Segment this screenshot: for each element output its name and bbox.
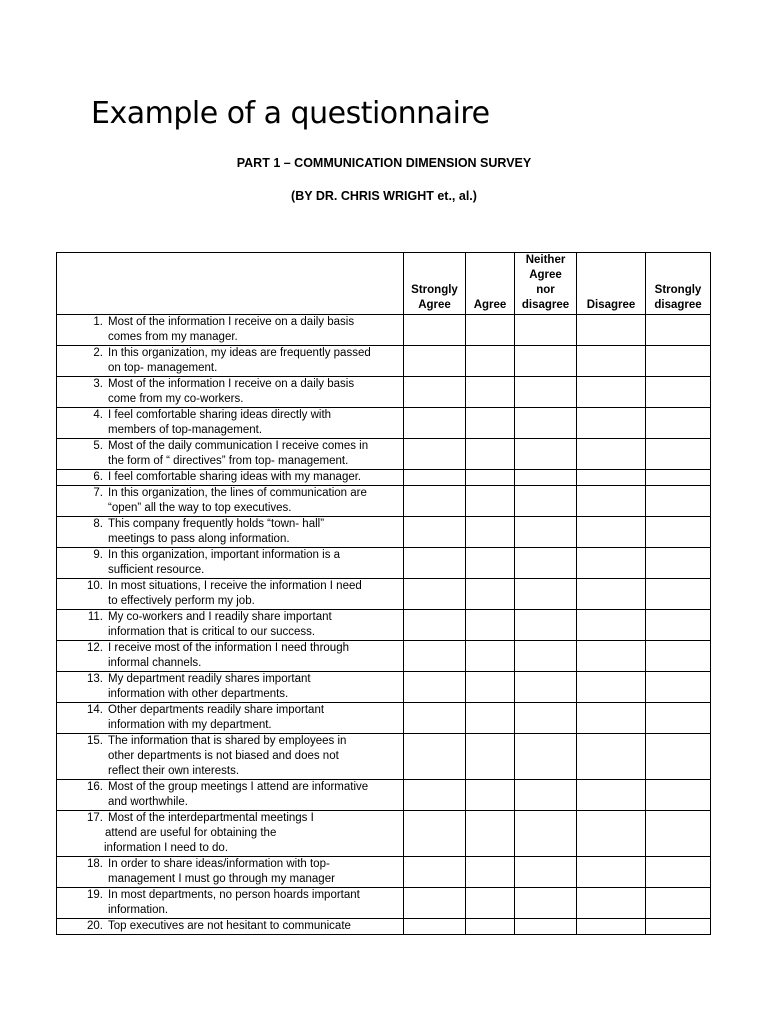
response-cell-disagree[interactable] [577,408,646,439]
question-text [103,811,399,856]
response-cell-disagree[interactable] [577,703,646,734]
response-cell-strongly-disagree[interactable] [646,408,711,439]
question-number: 20. [87,920,103,932]
response-cell-agree[interactable] [466,672,515,703]
question-text-line: informal channels. [108,657,202,669]
response-cell-strongly-agree[interactable] [404,579,466,610]
response-cell-agree[interactable] [466,641,515,672]
question-cell [57,346,404,377]
response-cell-strongly-agree[interactable] [404,641,466,672]
response-cell-strongly-disagree[interactable] [646,811,711,857]
question-text-line: “open” all the way to top executives. [108,502,292,514]
response-cell-strongly-disagree[interactable] [646,641,711,672]
question-text-line: come from my co-workers. [108,393,244,405]
response-cell-agree[interactable] [466,346,515,377]
response-cell-neither[interactable] [515,548,577,579]
question-number: 4. [93,409,103,421]
question-text [103,579,399,609]
survey-table [56,252,711,935]
question-text [103,408,399,438]
question-text-line: the form of “ directives” from top- management. [108,455,349,467]
question-number: 12. [87,642,103,654]
question-number: 18. [87,858,103,870]
response-cell-agree[interactable] [466,517,515,548]
question-text-line: My department readily shares important [108,673,311,685]
question-text [103,377,399,407]
response-cell-neither[interactable] [515,486,577,517]
response-cell-strongly-agree[interactable] [404,734,466,780]
response-cell-neither[interactable] [515,734,577,780]
response-cell-neither[interactable] [515,641,577,672]
question-text [103,486,399,516]
response-cell-neither[interactable] [515,346,577,377]
question-number: 13. [87,673,103,685]
question-text [103,610,399,640]
question-number: 19. [87,889,103,901]
question-text-line: I receive most of the information I need through [108,642,349,654]
question [57,641,403,671]
header-line: nor [536,284,555,296]
response-cell-disagree[interactable] [577,888,646,919]
header-line: Neither [525,254,566,266]
response-cell-disagree[interactable] [577,579,646,610]
question-cell [57,579,404,610]
response-cell-strongly-agree[interactable] [404,857,466,888]
column-agree [466,253,515,315]
response-cell-strongly-agree[interactable] [404,610,466,641]
response-cell-disagree[interactable] [577,672,646,703]
response-cell-strongly-agree[interactable] [404,517,466,548]
header-line: Strongly [654,284,702,296]
table-row [57,780,711,811]
response-cell-neither[interactable] [515,408,577,439]
table-row [57,377,711,408]
question-cell [57,734,404,780]
question [57,315,403,345]
table-row [57,641,711,672]
table-row [57,734,711,780]
question-text [103,857,399,887]
question-cell [57,439,404,470]
response-cell-disagree[interactable] [577,610,646,641]
table-row [57,470,711,486]
question-number: 9. [93,549,103,561]
table-row [57,439,711,470]
question-number: 17. [87,812,103,824]
question-cell [57,610,404,641]
question-number: 10. [87,580,103,592]
response-cell-neither[interactable] [515,470,577,486]
response-cell-strongly-disagree[interactable] [646,548,711,579]
response-cell-strongly-disagree[interactable] [646,470,711,486]
response-cell-agree[interactable] [466,548,515,579]
response-cell-strongly-agree[interactable] [404,377,466,408]
response-cell-strongly-agree[interactable] [404,672,466,703]
question-text [103,888,399,918]
table-row [57,315,711,346]
question [57,672,403,702]
column-strongly-agree [404,253,466,315]
question-cell [57,470,404,486]
response-cell-disagree[interactable] [577,919,646,935]
header-line: disagree [521,299,570,311]
question-cell [57,641,404,672]
response-cell-neither[interactable] [515,919,577,935]
response-cell-neither[interactable] [515,377,577,408]
column-strongly-disagree [646,253,711,315]
column-disagree [577,253,646,315]
question [57,703,403,733]
response-cell-strongly-disagree[interactable] [646,780,711,811]
header-line: Agree [418,299,451,311]
response-cell-strongly-agree[interactable] [404,888,466,919]
question-number: 6. [93,471,103,483]
response-cell-strongly-agree[interactable] [404,780,466,811]
question-text-line: members of top-management. [108,424,263,436]
column-neither [515,253,577,315]
question-text [103,734,399,779]
table-row [57,811,711,857]
response-cell-disagree[interactable] [577,315,646,346]
question [57,811,403,856]
response-cell-strongly-disagree[interactable] [646,346,711,377]
response-cell-agree[interactable] [466,888,515,919]
question-text-line: information I need to do. [104,842,229,854]
question-text [103,470,399,485]
response-cell-strongly-disagree[interactable] [646,672,711,703]
response-cell-disagree[interactable] [577,439,646,470]
table-row [57,703,711,734]
question [57,857,403,887]
response-cell-disagree[interactable] [577,346,646,377]
question [57,470,403,485]
question-cell [57,408,404,439]
question-text-line: comes from my manager. [108,331,238,343]
slide-title: Example of a questionnaire [91,96,490,131]
question-text [103,703,399,733]
question [57,610,403,640]
response-cell-disagree[interactable] [577,641,646,672]
response-cell-neither[interactable] [515,315,577,346]
survey-body [57,315,711,935]
question [57,780,403,810]
table-row [57,486,711,517]
response-cell-strongly-agree[interactable] [404,703,466,734]
question-cell [57,919,404,935]
question-text-line: Most of the interdepartmental meetings I [108,812,314,824]
question-text-line: In this organization, my ideas are frequently passed [108,347,371,359]
question-text-line: In most situations, I receive the information I need [108,580,362,592]
response-cell-strongly-disagree[interactable] [646,579,711,610]
response-cell-strongly-agree[interactable] [404,346,466,377]
table-row [57,857,711,888]
table-row [57,919,711,935]
question [57,548,403,578]
response-cell-agree[interactable] [466,315,515,346]
table-row [57,610,711,641]
response-cell-disagree[interactable] [577,377,646,408]
response-cell-agree[interactable] [466,579,515,610]
response-cell-strongly-disagree[interactable] [646,315,711,346]
question-number: 14. [87,704,103,716]
question-text [103,315,399,345]
question-text [103,672,399,702]
table-row [57,517,711,548]
response-cell-strongly-disagree[interactable] [646,734,711,780]
question-number: 3. [93,378,103,390]
question [57,439,403,469]
question-text-line: to effectively perform my job. [108,595,255,607]
question-cell [57,377,404,408]
question-text-line: Most of the information I receive on a daily basis [108,378,355,390]
response-cell-agree[interactable] [466,486,515,517]
question-text-line: This company frequently holds “town- hall” [108,518,325,530]
header-line: Strongly [411,284,458,296]
response-cell-strongly-disagree[interactable] [646,486,711,517]
response-cell-neither[interactable] [515,517,577,548]
response-cell-strongly-disagree[interactable] [646,703,711,734]
response-cell-agree[interactable] [466,734,515,780]
question-text-line: The information that is shared by employees in [108,735,347,747]
question-text-line: Most of the group meetings I attend are informative [108,781,369,793]
response-cell-strongly-disagree[interactable] [646,439,711,470]
question-cell [57,486,404,517]
table-row [57,408,711,439]
response-cell-strongly-agree[interactable] [404,919,466,935]
question-number: 7. [93,487,103,499]
question-text-line: meetings to pass along information. [108,533,290,545]
question-text-line: In this organization, the lines of communication are [108,487,367,499]
response-cell-neither[interactable] [515,780,577,811]
header-row [57,253,711,315]
question-text-line: Other departments readily share important [108,704,325,716]
question [57,734,403,779]
question-text-line: information with my department. [108,719,272,731]
question-number: 11. [87,611,103,623]
response-cell-agree[interactable] [466,439,515,470]
table-row [57,548,711,579]
response-cell-agree[interactable] [466,408,515,439]
response-cell-neither[interactable] [515,888,577,919]
question [57,517,403,547]
response-cell-strongly-agree[interactable] [404,486,466,517]
response-cell-strongly-agree[interactable] [404,408,466,439]
response-cell-strongly-agree[interactable] [404,439,466,470]
question-text [103,346,399,376]
question-text [103,517,399,547]
question-text-line: attend are useful for obtaining the [105,827,277,839]
response-cell-disagree[interactable] [577,486,646,517]
question-text-line: In order to share ideas/information with top- [108,858,330,870]
response-cell-strongly-disagree[interactable] [646,610,711,641]
question-column-header [57,253,404,315]
question-number: 8. [93,518,103,530]
header-line: Agree [529,269,562,281]
question-text-line: on top- management. [108,362,218,374]
question-text-line: Most of the daily communication I receive comes in [108,440,369,452]
question-text-line: Most of the information I receive on a daily basis [108,316,355,328]
table-row [57,579,711,610]
response-cell-disagree[interactable] [577,857,646,888]
question-text [103,919,399,934]
response-cell-neither[interactable] [515,811,577,857]
response-cell-strongly-disagree[interactable] [646,919,711,935]
question-text-line: information. [108,904,169,916]
question-number: 2. [93,347,103,359]
question-cell [57,811,404,857]
response-cell-disagree[interactable] [577,548,646,579]
question-number: 15. [87,735,103,747]
question-text [103,780,399,810]
question [57,486,403,516]
response-cell-agree[interactable] [466,811,515,857]
response-cell-strongly-agree[interactable] [404,811,466,857]
response-cell-disagree[interactable] [577,517,646,548]
question [57,579,403,609]
table-row [57,888,711,919]
question [57,377,403,407]
response-cell-disagree[interactable] [577,470,646,486]
question-cell [57,888,404,919]
response-cell-neither[interactable] [515,857,577,888]
question-text-line: information with other departments. [108,688,289,700]
response-cell-strongly-agree[interactable] [404,548,466,579]
response-cell-agree[interactable] [466,470,515,486]
response-cell-neither[interactable] [515,579,577,610]
question [57,919,403,934]
response-cell-strongly-disagree[interactable] [646,517,711,548]
question-number: 16. [87,781,103,793]
question-text-line: I feel comfortable sharing ideas directly with [108,409,332,421]
response-cell-agree[interactable] [466,610,515,641]
question-text [103,641,399,671]
response-cell-neither[interactable] [515,439,577,470]
question-text-line: and worthwhile. [108,796,188,808]
header-line: Agree [473,299,507,311]
response-cell-disagree[interactable] [577,780,646,811]
question [57,888,403,918]
question-text [103,548,399,578]
question-cell [57,517,404,548]
survey-subheading: (BY DR. CHRIS WRIGHT et., al.) [291,189,477,203]
response-cell-neither[interactable] [515,703,577,734]
response-cell-strongly-agree[interactable] [404,315,466,346]
question-text-line: Top executives are not hesitant to communicate [108,920,351,932]
question-text-line: My co-workers and I readily share important [108,611,332,623]
question-cell [57,548,404,579]
response-cell-neither[interactable] [515,610,577,641]
response-cell-strongly-disagree[interactable] [646,888,711,919]
question [57,408,403,438]
question-text-line: In most departments, no person hoards important [108,889,360,901]
question-cell [57,857,404,888]
question-number: 5. [93,440,103,452]
response-cell-agree[interactable] [466,377,515,408]
response-cell-agree[interactable] [466,780,515,811]
question-text-line: In this organization, important information is a [108,549,341,561]
table-row [57,346,711,377]
question-cell [57,703,404,734]
response-cell-strongly-agree[interactable] [404,470,466,486]
response-cell-disagree[interactable] [577,811,646,857]
response-cell-strongly-disagree[interactable] [646,377,711,408]
response-cell-strongly-disagree[interactable] [646,857,711,888]
question-cell [57,672,404,703]
response-cell-agree[interactable] [466,857,515,888]
table-row [57,672,711,703]
question-text-line: I feel comfortable sharing ideas with my manager. [108,471,362,483]
question [57,346,403,376]
response-cell-disagree[interactable] [577,734,646,780]
question-text [103,439,399,469]
question-cell [57,780,404,811]
question-text-line: reflect their own interests. [108,765,240,777]
response-cell-agree[interactable] [466,919,515,935]
question-cell [57,315,404,346]
question-text-line: other departments is not biased and does not [108,750,339,762]
survey-heading: PART 1 – COMMUNICATION DIMENSION SURVEY [236,156,532,170]
question-text-line: sufficient resource. [108,564,205,576]
question-text-line: information that is critical to our success. [108,626,316,638]
response-cell-neither[interactable] [515,672,577,703]
question-number: 1. [93,316,103,328]
response-cell-agree[interactable] [466,703,515,734]
question-text-line: management I must go through my manager [108,873,335,885]
header-line: disagree [654,299,702,311]
header-line: Disagree [586,299,636,311]
